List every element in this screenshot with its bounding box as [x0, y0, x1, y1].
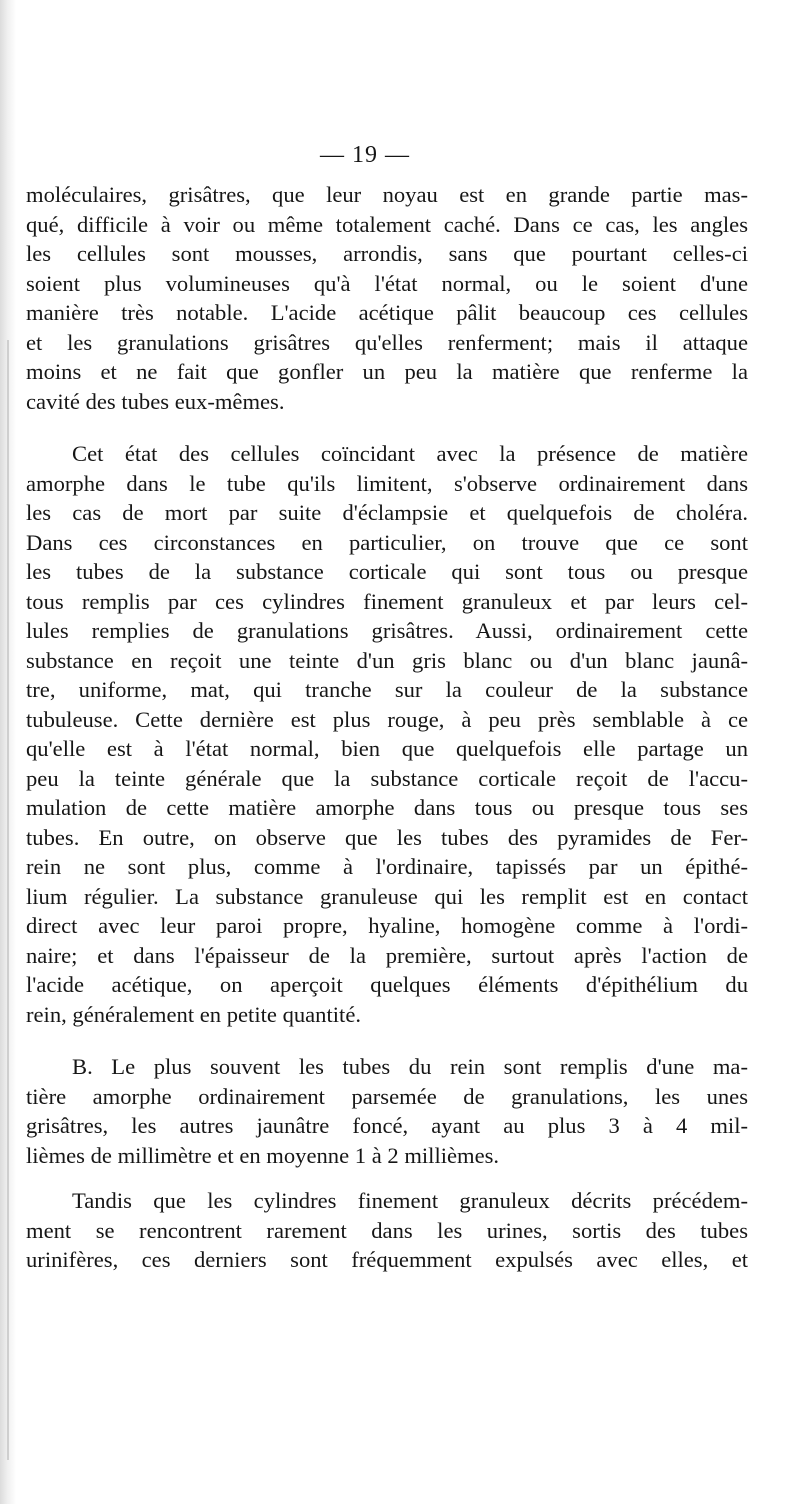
text-line: moléculaires, grisâtres, que leur noyau est en grande partie mas- — [26, 182, 748, 207]
page-number: — 19 — — [320, 142, 410, 168]
paragraph-3 — [26, 1052, 748, 1170]
text-line: amorphe dans le tube qu'ils limitent, s'observe ordinairement dans — [26, 470, 748, 496]
text-line: ment se rencontrent rarement dans les urines, sortis des tubes — [26, 1217, 748, 1243]
text-line: rein ne sont plus, comme à l'ordinaire, tapissés par un épithé- — [26, 854, 748, 879]
paragraph-2 — [26, 439, 748, 1029]
text-line: peu la teinte générale que la substance corticale reçoit de l'accu- — [26, 765, 748, 791]
text-line: et les granulations grisâtres qu'elles renferment; mais il attaque — [26, 329, 748, 355]
text-line: qu'elle est à l'état normal, bien que quelquefois elle partage un — [26, 736, 748, 761]
text-line: Dans ces circonstances en particulier, on trouve que ce sont — [26, 529, 748, 555]
text-line: B. Le plus souvent les tubes du rein sont remplis d'une ma- — [72, 1054, 748, 1079]
text-line: moins et ne fait que gonfler un peu la matière que renferme la — [26, 359, 748, 384]
text-line: Cet état des cellules coïncidant avec la présence de matière — [72, 441, 748, 466]
text-line: cavité des tubes eux-mêmes. — [26, 388, 285, 414]
text-line: tubes. En outre, on observe que les tubes des pyramides de Fer- — [26, 824, 748, 850]
gutter-line — [7, 340, 9, 1460]
text-line: lium régulier. La substance granuleuse qui les remplit est en contact — [26, 883, 748, 909]
paragraph-4 — [26, 1186, 748, 1275]
text-line: qué, difficile à voir ou même totalement caché. Dans ce cas, les angles — [26, 211, 748, 237]
text-line: les cas de mort par suite d'éclampsie et quelquefois de choléra. — [26, 500, 748, 525]
text-line: substance en reçoit une teinte d'un gris blanc ou d'un blanc jaunâ- — [26, 647, 748, 673]
text-line: lièmes de millimètre et en moyenne 1 à 2 millièmes. — [26, 1142, 500, 1168]
text-line: direct avec leur paroi propre, hyaline, homogène comme à l'ordi- — [26, 913, 748, 938]
paragraph-1 — [26, 180, 748, 416]
text-line: les tubes de la substance corticale qui sont tous ou presque — [26, 559, 748, 584]
text-line: tous remplis par ces cylindres finement granuleux et par leurs cel- — [26, 588, 748, 614]
text-line: manière très notable. L'acide acétique pâlit beaucoup ces cellules — [26, 300, 748, 325]
text-line: lules remplies de granulations grisâtres. Aussi, ordinairement cette — [26, 618, 748, 643]
text-line: grisâtres, les autres jaunâtre foncé, ayant au plus 3 à 4 mil- — [26, 1113, 748, 1138]
text-line: tre, uniforme, mat, qui tranche sur la couleur de la substance — [26, 677, 748, 702]
text-line: naire; et dans l'épaisseur de la première, surtout après l'action de — [26, 942, 748, 968]
text-line: l'acide acétique, on aperçoit quelques éléments d'épithélium du — [26, 972, 748, 997]
text-line: mulation de cette matière amorphe dans tous ou presque tous ses — [26, 795, 748, 820]
text-line: tière amorphe ordinairement parsemée de granulations, les unes — [26, 1083, 748, 1109]
text-line: rein, généralement en petite quantité. — [26, 1001, 361, 1027]
text-line: Tandis que les cylindres finement granuleux décrits précédem- — [72, 1188, 748, 1213]
text-line: urinifères, ces derniers sont fréquemment expulsés avec elles, et — [26, 1247, 748, 1272]
text-line: tubuleuse. Cette dernière est plus rouge, à peu près semblable à ce — [26, 706, 748, 732]
text-line: les cellules sont mousses, arrondis, sans que pourtant celles-ci — [26, 241, 748, 266]
text-line: soient plus volumineuses qu'à l'état normal, ou le soient d'une — [26, 270, 748, 296]
body-text — [26, 180, 748, 1275]
